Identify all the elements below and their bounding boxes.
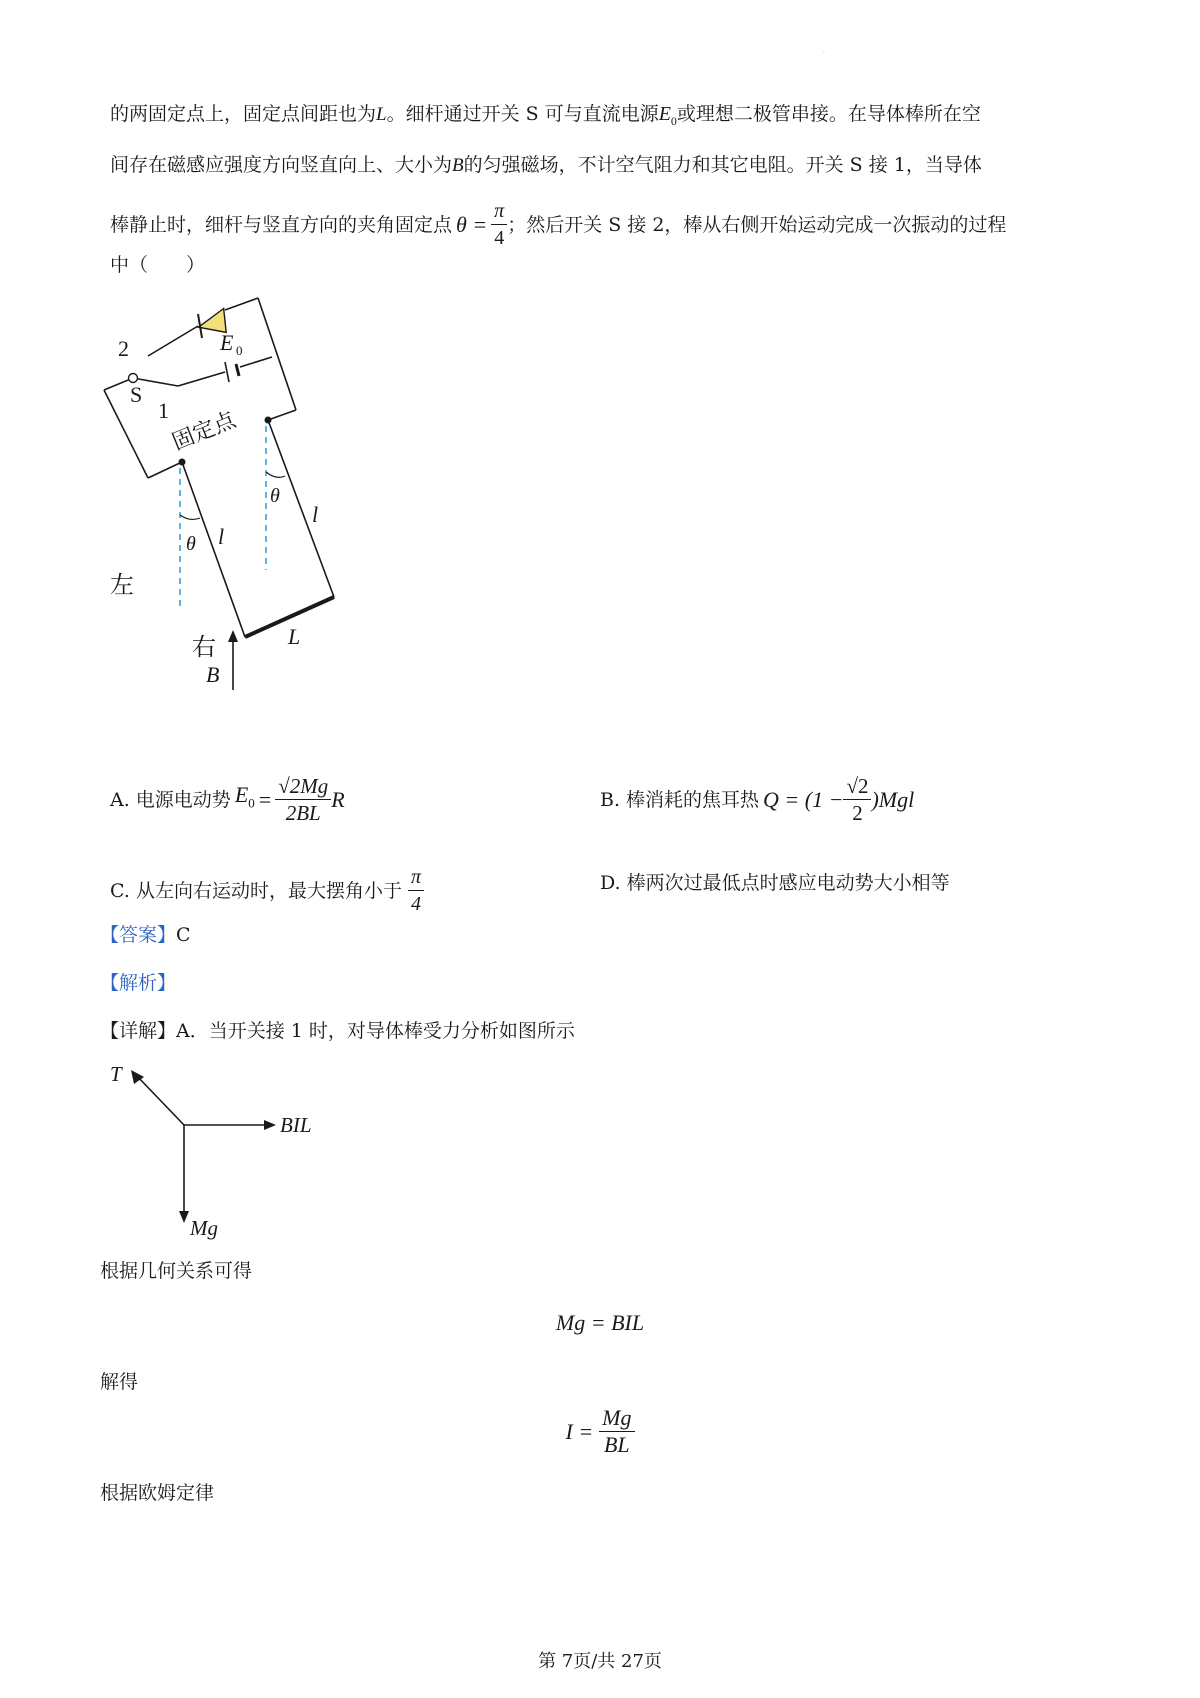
wire-top-mid xyxy=(225,298,258,310)
option-B-fraction: $\frac{√2}{2}$ xyxy=(843,773,871,826)
option-B: B. 棒消耗的焦耳热 Q = (1 − $\frac{√2}{2}$ )Mgl xyxy=(600,774,915,825)
solve-text: 解得 xyxy=(100,1371,139,1393)
option-A-fraction: $\frac{√2Mg}{2BL}$ xyxy=(275,773,331,826)
label-l-right: l xyxy=(312,502,319,527)
battery-symbol xyxy=(225,362,239,382)
label-E0: E xyxy=(220,330,234,355)
label-theta-right: θ xyxy=(270,485,280,507)
label-T: T xyxy=(110,1062,122,1086)
option-C: C. 从左向右运动时，最大摆角小于 $\frac{\pi}{4}$ xyxy=(110,864,424,917)
label-l-left: l xyxy=(218,524,225,549)
pi-over-4-fraction: $\frac{\pi}{4}$ xyxy=(491,198,507,251)
rod-right xyxy=(268,420,334,597)
geometry-text: 根据几何关系可得 xyxy=(100,1260,253,1282)
wire-right-outer xyxy=(258,298,296,410)
equation-mg-bil: Mg = BIL xyxy=(555,1310,645,1335)
ampere-arrowhead xyxy=(264,1120,276,1130)
label-left-side: 左 xyxy=(110,571,134,599)
wire-left-bottom xyxy=(148,462,182,478)
label-L: L xyxy=(288,624,301,649)
ohm-law-text: 根据欧姆定律 xyxy=(100,1482,215,1504)
label-B: B xyxy=(206,662,220,687)
question-line-2: 间存在磁感应强度方向竖直向上、大小为B的匀强磁场，不计空气阻力和其它电阻。开关 S 接 1，当导体 xyxy=(110,154,982,176)
option-D: D. 棒两次过最低点时感应电动势大小相等 xyxy=(600,872,950,894)
answer-line: 【答案】C xyxy=(100,924,191,946)
wire-battery-right xyxy=(240,357,272,367)
option-C-fraction: $\frac{\pi}{4}$ xyxy=(408,864,424,917)
gravity-arrowhead xyxy=(179,1211,189,1223)
analysis-heading: 【解析】 xyxy=(100,972,177,994)
label-1: 1 xyxy=(158,398,169,423)
label-BIL: BIL xyxy=(280,1113,312,1137)
option-A: A. 电源电动势 $E_0$ = $\frac{√2Mg}{2BL}$ R xyxy=(110,774,345,825)
label-fixed-point: 固定点 xyxy=(168,407,240,456)
force-diagram xyxy=(100,1055,340,1245)
equation-current: I = $\frac{Mg}{BL}$ xyxy=(0,1405,1200,1458)
page-footer: 第 7页/共 27页 xyxy=(538,1651,662,1672)
label-E0-sub: 0 xyxy=(236,343,243,358)
tension-vector xyxy=(136,1075,184,1125)
label-S: S xyxy=(130,382,143,407)
wire-top-left xyxy=(148,326,198,356)
label-right-side: 右 xyxy=(192,633,216,661)
magnetic-field-arrow xyxy=(228,630,238,690)
question-line-3: 棒静止时，细杆与竖直方向的夹角固定点 θ = $\frac{\pi}{4}$ ；然后开关 S 接 2，棒从右侧开始运动完成一次振动的过程 xyxy=(110,200,1007,249)
label-Mg: Mg xyxy=(190,1216,218,1240)
detail-line: 【详解】A．当开关接 1 时，对导体棒受力分析如图所示 xyxy=(100,1020,575,1042)
wire-bottom-right xyxy=(268,410,296,420)
label-theta-left: θ xyxy=(186,533,196,555)
label-2: 2 xyxy=(118,336,129,361)
question-line-4: 中（ ） xyxy=(110,254,206,276)
current-fraction: $\frac{Mg}{BL}$ xyxy=(599,1405,634,1458)
wire-battery-left xyxy=(178,372,225,386)
question-line-1: 的两固定点上，固定点间距也为L。细杆通过开关 S 可与直流电源$E_0$或理想二极管串接。在导体棒所在空 xyxy=(110,103,981,128)
angle-arc-right xyxy=(266,472,285,477)
circuit-pendulum-figure xyxy=(90,290,380,700)
angle-arc-left xyxy=(180,515,200,519)
page-speck: · xyxy=(823,50,825,57)
